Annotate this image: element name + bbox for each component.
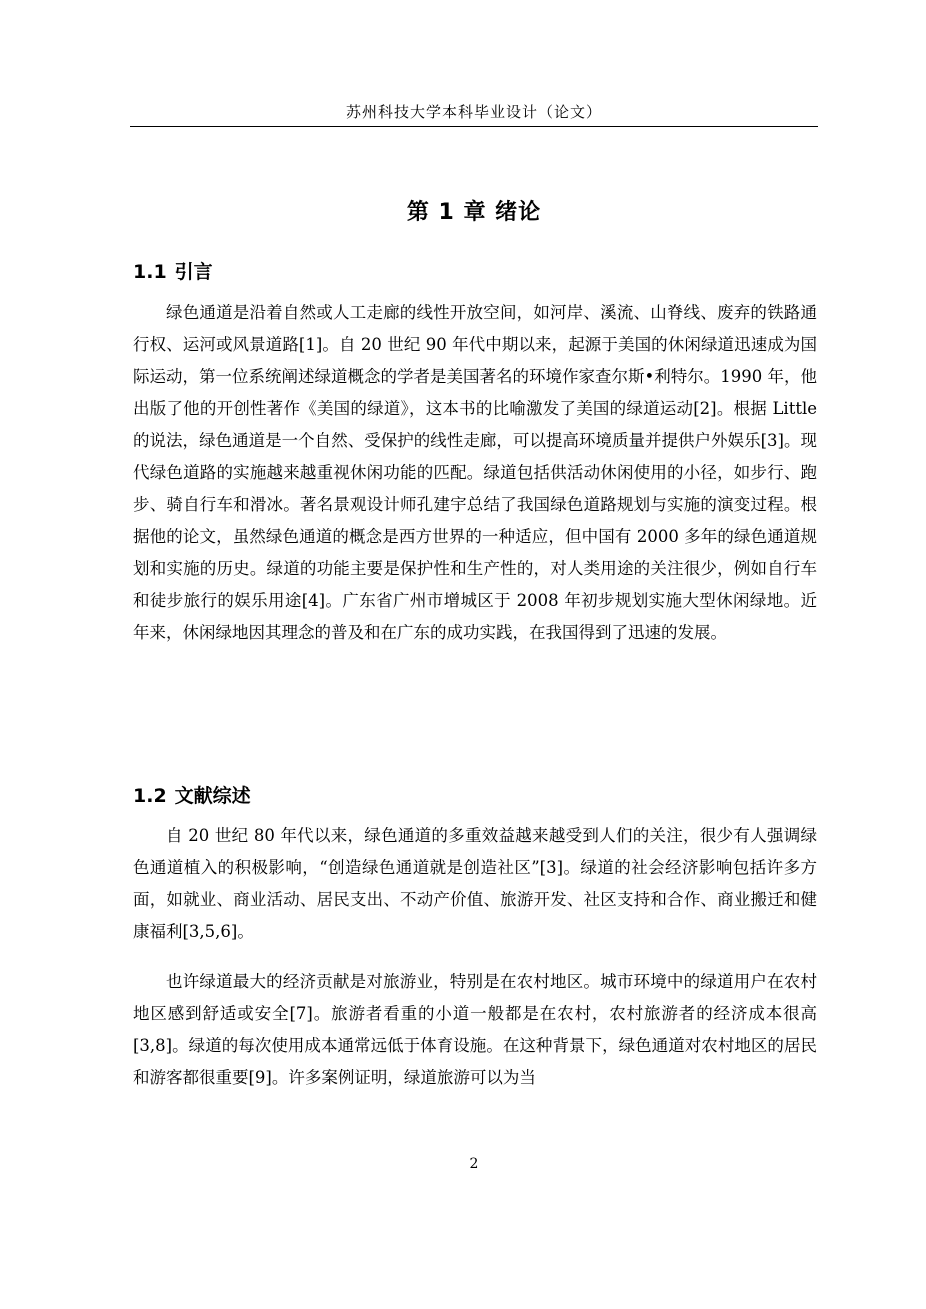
paragraph: 自 20 世纪 80 年代以来，绿色通道的多重效益越来越受到人们的关注，很少有人强调绿色通道植入的积极影响，“创造绿色通道就是创造社区”[3]。绿道的社会经济影响包括许多方面，如就业、商业活动、居民支出、不动产价值、旅游开发、社区支持和合作、商业搬迁和健康福利[3,5,6]。 <box>133 826 817 941</box>
section-title: 引言 <box>174 261 213 283</box>
chapter-title: 第 1 章 绪论 <box>406 200 542 225</box>
paragraph: 绿色通道是沿着自然或人工走廊的线性开放空间，如河岸、溪流、山脊线、废弃的铁路通行权、运河或风景道路[1]。自 20 世纪 90 年代中期以来，起源于美国的休闲绿道迅速成为国际运动，第一位系统阐述绿道概念的学者是美国著名的环境作家查尔斯•利特尔。1990 年，他出版了他的开创性著作《美国的绿道》，这本书的比喻激发了美国的绿道运动[2]。根据 Little 的说法，绿色通道是一个自然、受保护的线性走廊，可以提高环境质量并提供户外娱乐[3]。现代绿色道路的实施越来越重视休闲功能的匹配。绿道包括供活动休闲使用的小径，如步行、跑步、骑自行车和滑冰。著名景观设计师孔建宇总结了我国绿色道路规划与实施的演变过程。根据他的论文，虽然绿色通道的概念是西方世界的一种适应，但中国有 2000 多年的绿色通道规划和实施的历史。绿道的功能主要是保护性和生产性的，对人类用途的关注很少，例如自行车和徒步旅行的娱乐用途[4]。广东省广州市增城区于 2008 年初步规划实施大型休闲绿地。近年来，休闲绿地因其理念的普及和在广东的成功实践，在我国得到了迅速的发展。 <box>133 303 817 642</box>
section-heading-1-1 <box>133 258 213 286</box>
running-header: 苏州科技大学本科毕业设计（论文） <box>345 103 602 121</box>
section-number: 1.2 <box>133 785 167 807</box>
section-number: 1.1 <box>133 261 167 283</box>
section-title: 文献综述 <box>174 785 251 807</box>
header-rule <box>130 126 818 127</box>
section-heading-1-2 <box>133 782 251 810</box>
paragraph: 也许绿道最大的经济贡献是对旅游业，特别是在农村地区。城市环境中的绿道用户在农村地区感到舒适或安全[7]。旅游者看重的小道一般都是在农村，农村旅游者的经济成本很高[3,8]。绿道的每次使用成本通常远低于体育设施。在这种背景下，绿色通道对农村地区的居民和游客都很重要[9]。许多案例证明，绿道旅游可以为当 <box>133 972 817 1087</box>
page-number: 2 <box>469 1156 479 1172</box>
